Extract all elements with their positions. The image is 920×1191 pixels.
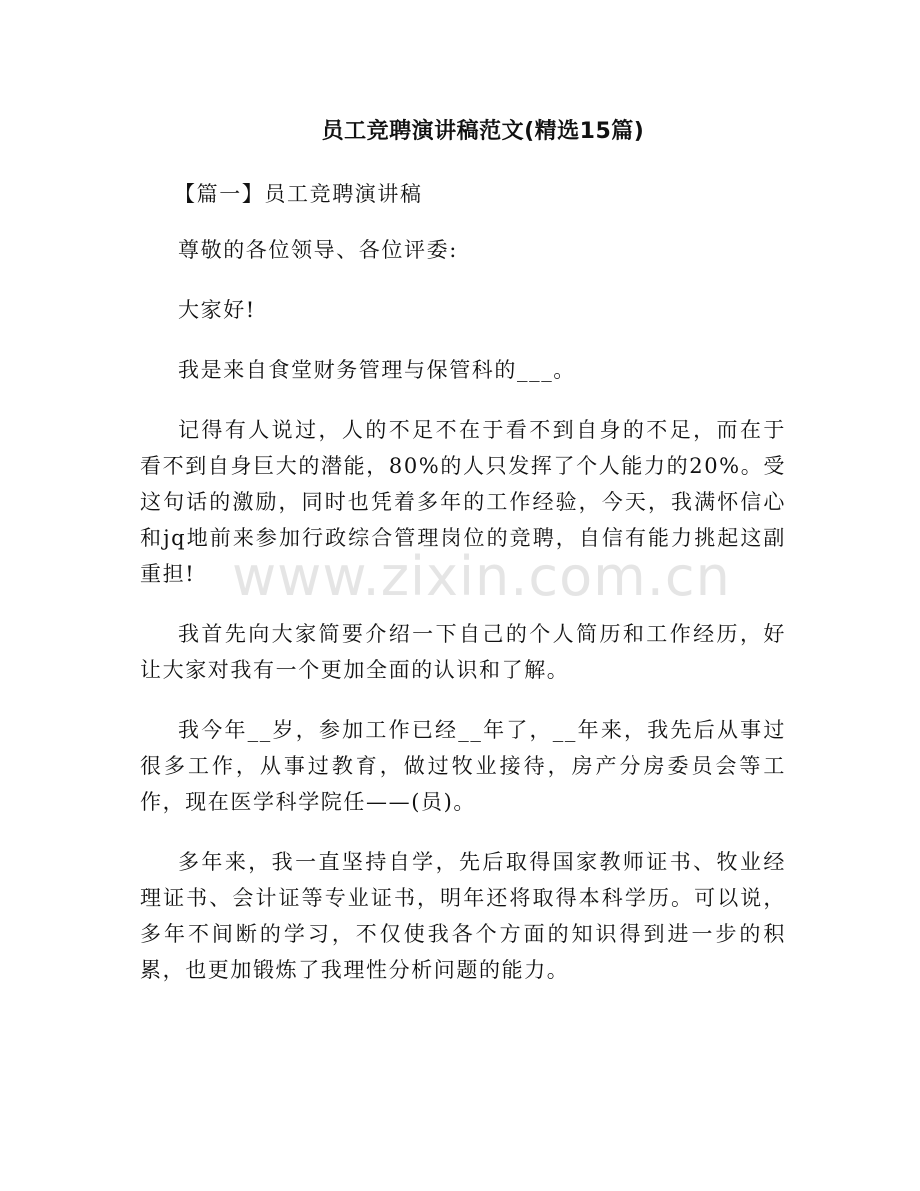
paragraph-self-study: 多年来，我一直坚持自学，先后取得国家教师证书、牧业经理证书、会计证等专业证书，明年还将取得本科学历。可以说，多年不间断的学习，不仅使我各个方面的知识得到进一步的积累，也更加锻炼了我理性分析问题的能力。: [140, 850, 786, 982]
paragraph-resume-intro: 我首先向大家简要介绍一下自己的个人简历和工作经历，好让大家对我有一个更加全面的认识和了解。: [140, 622, 786, 682]
paragraph-greeting-judges: 尊敬的各位领导、各位评委:: [178, 238, 458, 262]
paragraph-self-intro: 我是来自食堂财务管理与保管科的___。: [178, 358, 576, 382]
watermark-text: www.zixin.com.cn: [232, 545, 731, 608]
document-title: 员工竞聘演讲稿范文(精选15篇): [321, 119, 645, 144]
paragraph-greeting-all: 大家好!: [178, 298, 256, 322]
paragraph-work-history: 我今年__岁，参加工作已经__年了，__年来，我先后从事过很多工作，从事过教育，做过牧业接待，房产分房委员会等工作，现在医学科学院任——(员)。: [140, 718, 786, 814]
document-body: [140, 176, 786, 1012]
paragraph-motivation: 记得有人说过，人的不足不在于看不到自身的不足，而在于看不到自身巨大的潜能，80%的人只发挥了个人能力的20%。受这句话的激励，同时也凭着多年的工作经验，今天，我满怀信心和jq地前来参加行政综合管理岗位的竞聘，自信有能力挑起这副重担!: [140, 418, 786, 586]
section-heading: 【篇一】员工竞聘演讲稿: [174, 182, 423, 206]
